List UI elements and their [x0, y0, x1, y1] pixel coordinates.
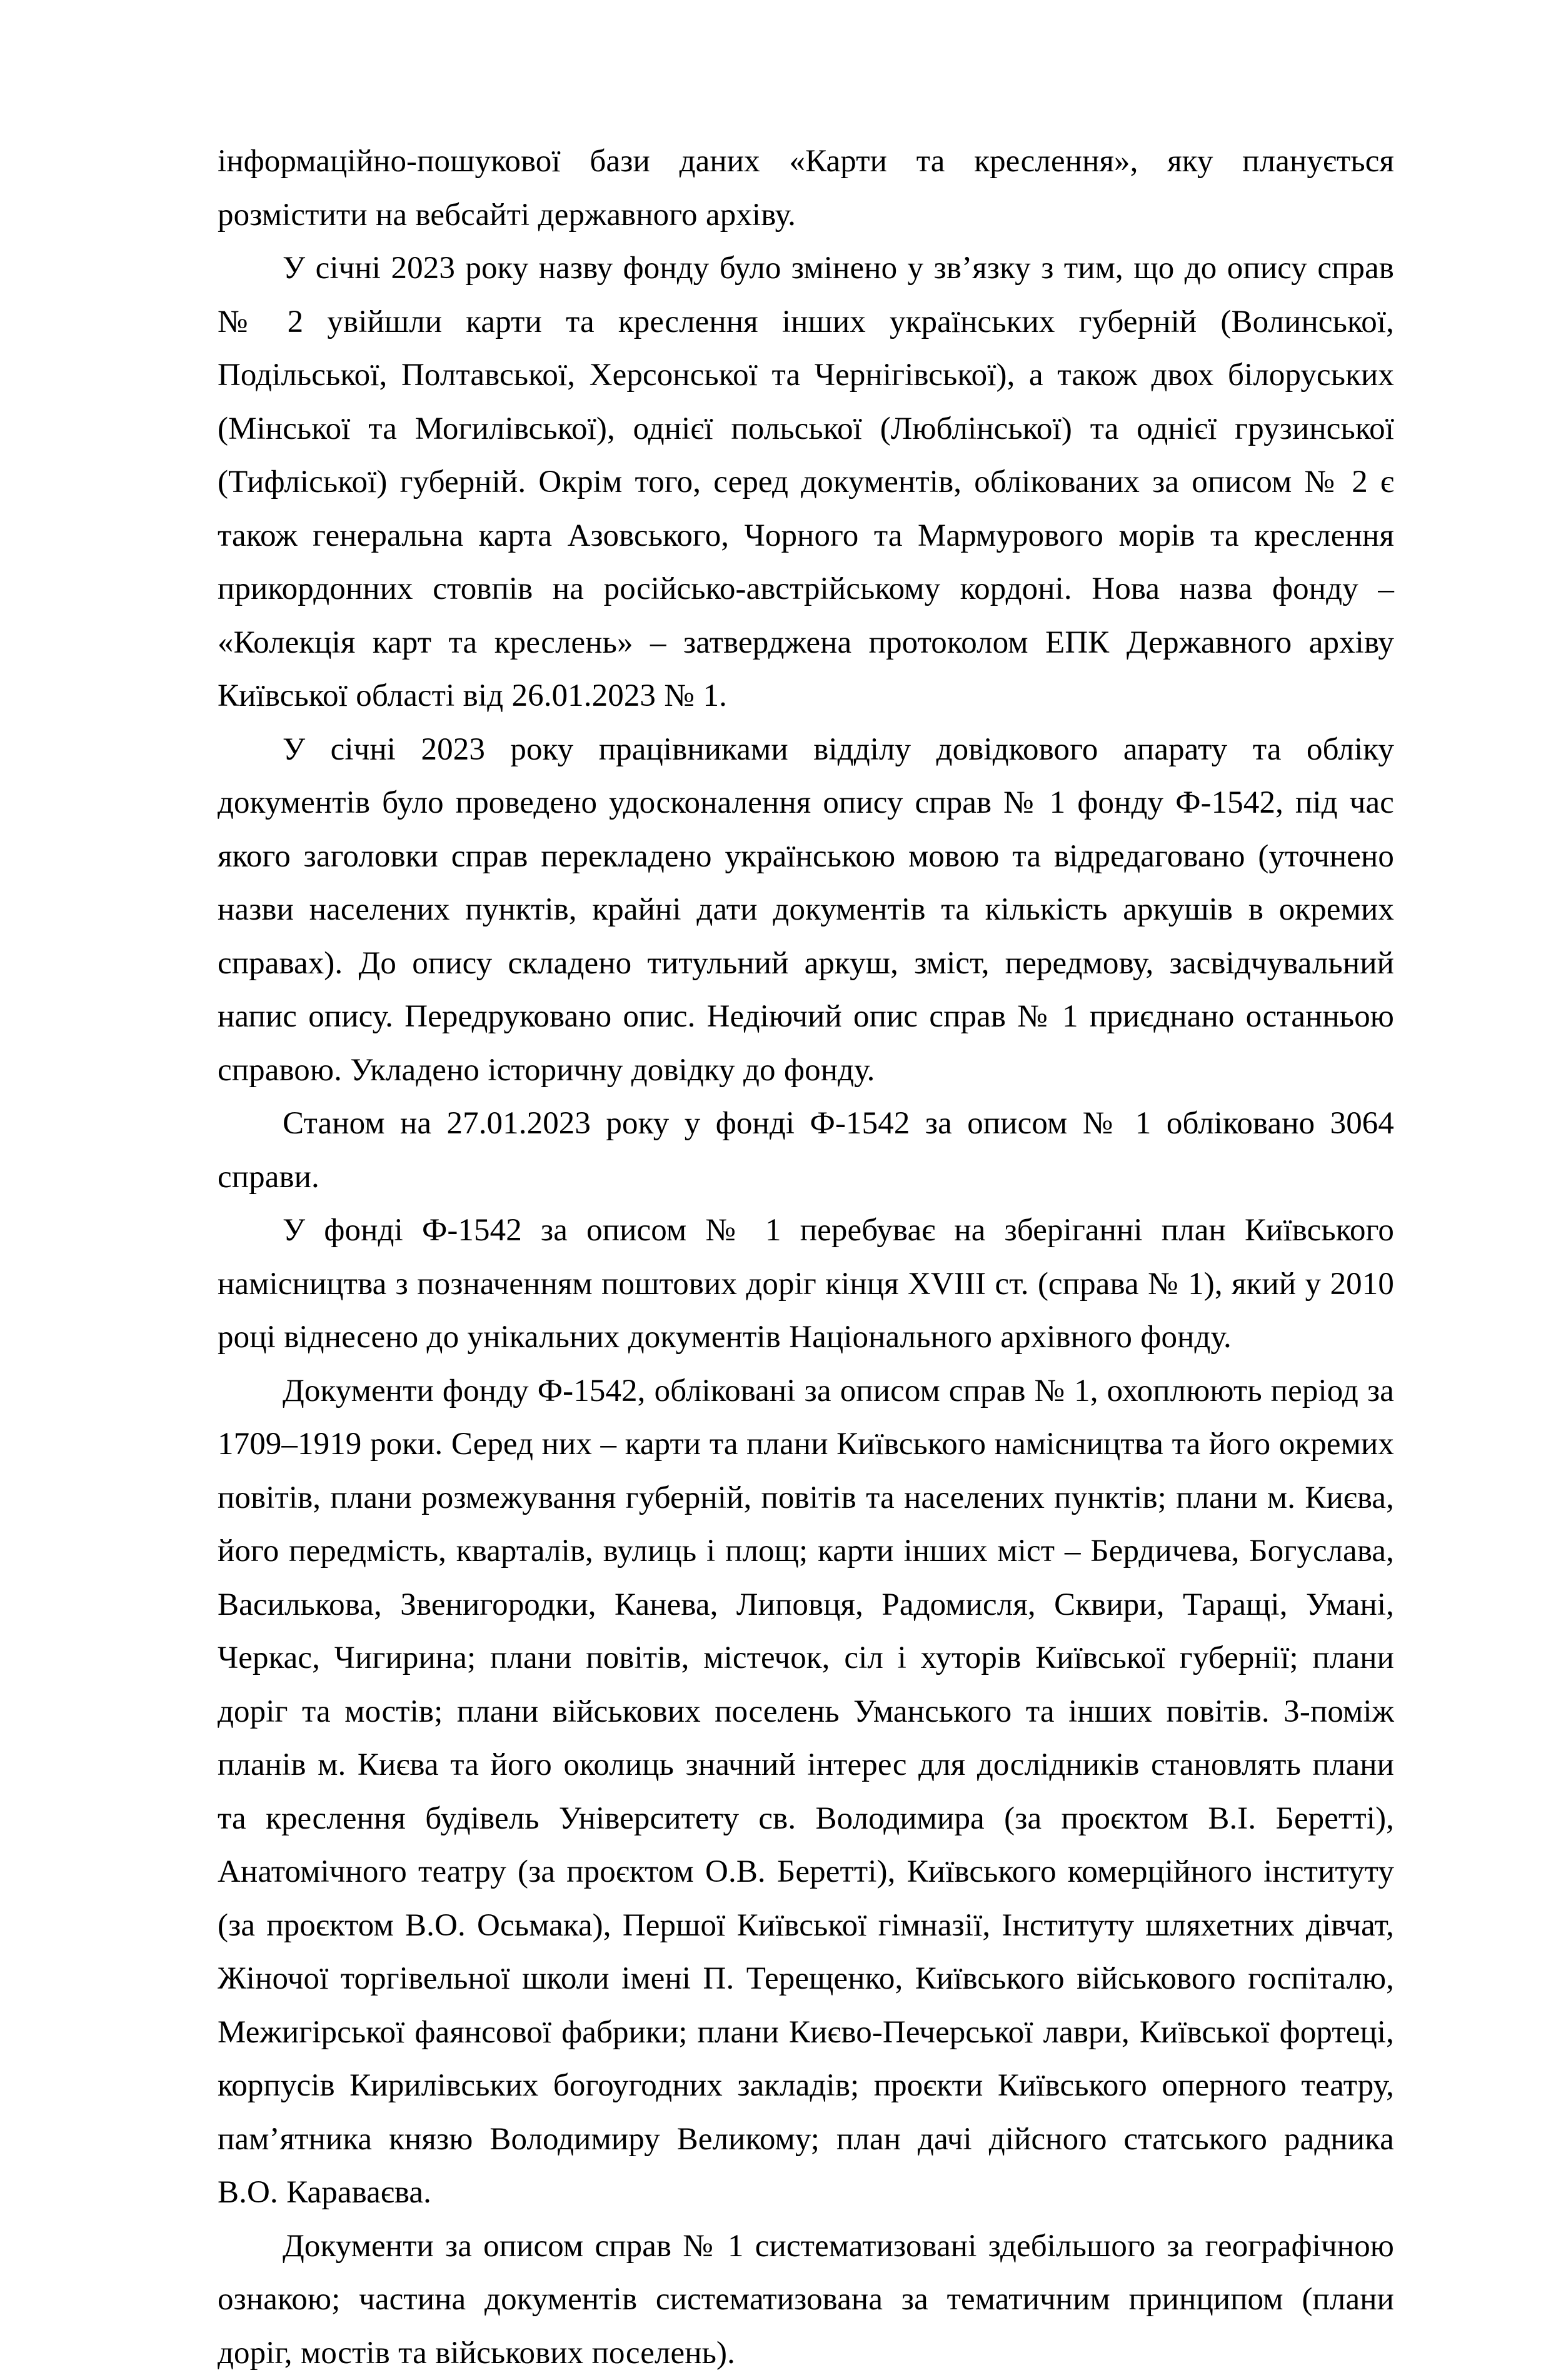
paragraph-7: Документи за описом справ № 1 систематизовані здебільшого за географічною ознакою; частина документів систематизована за тематичним принципом (плани доріг, мостів та військових поселень). — [218, 2220, 1394, 2380]
paragraph-3: У січні 2023 року працівниками відділу довідкового апарату та обліку документів було проведено удосконалення опису справ № 1 фонду Ф-1542, під час якого заголовки справ перекладено українською мовою та відредаговано (уточнено назви населених пунктів, крайні дати документів та кількість аркушів в окремих справах). До опису складено титульний аркуш, зміст, передмову, засвідчувальний напис опису. Передруковано опис. Недіючий опис справ № 1 приєднано останньою справою. Укладено історичну довідку до фонду. — [218, 723, 1394, 1098]
paragraph-2: У січні 2023 року назву фонду було змінено у зв’язку з тим, що до опису справ № 2 увійшли карти та креслення інших українських губерній (Волинської, Подільської, Полтавської, Херсонської та Чернігівської), а також двох білоруських (Мінської та Могилівської), однієї польської (Люблінської) та однієї грузинської (Тифліської) губерній. Окрім того, серед документів, облікованих за описом № 2 є також генеральна карта Азовського, Чорного та Мармурового морів та креслення прикордонних стовпів на російсько-австрійському кордоні. Нова назва фонду – «Колекція карт та креслень» – затверджена протоколом ЕПК Державного архіву Київської області від 26.01.2023 № 1. — [218, 242, 1394, 723]
paragraph-4: Станом на 27.01.2023 року у фонді Ф-1542 за описом № 1 обліковано 3064 справи. — [218, 1097, 1394, 1204]
body-text-column — [218, 135, 1394, 2380]
paragraph-5: У фонді Ф-1542 за описом № 1 перебуває на зберіганні план Київського намісництва з позначенням поштових доріг кінця XVIII ст. (справа № 1), який у 2010 році віднесено до унікальних документів Національного архівного фонду. — [218, 1204, 1394, 1365]
paragraph-6: Документи фонду Ф-1542, обліковані за описом справ № 1, охоплюють період за 1709–1919 роки. Серед них – карти та плани Київського намісництва та його окремих повітів, плани розмежування губерній, повітів та населених пунктів; плани м. Києва, його передмість, кварталів, вулиць і площ; карти інших міст – Бердичева, Богуслава, Василькова, Звенигородки, Канева, Липовця, Радомисля, Сквири, Таращі, Умані, Черкас, Чигирина; плани повітів, містечок, сіл і хуторів Київської губернії; плани доріг та мостів; плани військових поселень Уманського та інших повітів. З-поміж планів м. Києва та його околиць значний інтерес для дослідників становлять плани та креслення будівель Університету св. Володимира (за проєктом В.І. Беретті), Анатомічного театру (за проєктом О.В. Беретті), Київського комерційного інституту (за проєктом В.О. Осьмака), Першої Київської гімназії, Інституту шляхетних дівчат, Жіночої торгівельної школи імені П. Терещенко, Київського військового госпіталю, Межигірської фаянсової фабрики; плани Києво-Печерської лаври, Київської фортеці, корпусів Кирилівських богоугодних закладів; проєкти Київського оперного театру, пам’ятника князю Володимиру Великому; план дачі дійсного статського радника В.О. Караваєва. — [218, 1365, 1394, 2220]
paragraph-1: інформаційно-пошукової бази даних «Карти та креслення», яку планується розмістити на вебсайті державного архіву. — [218, 135, 1394, 242]
